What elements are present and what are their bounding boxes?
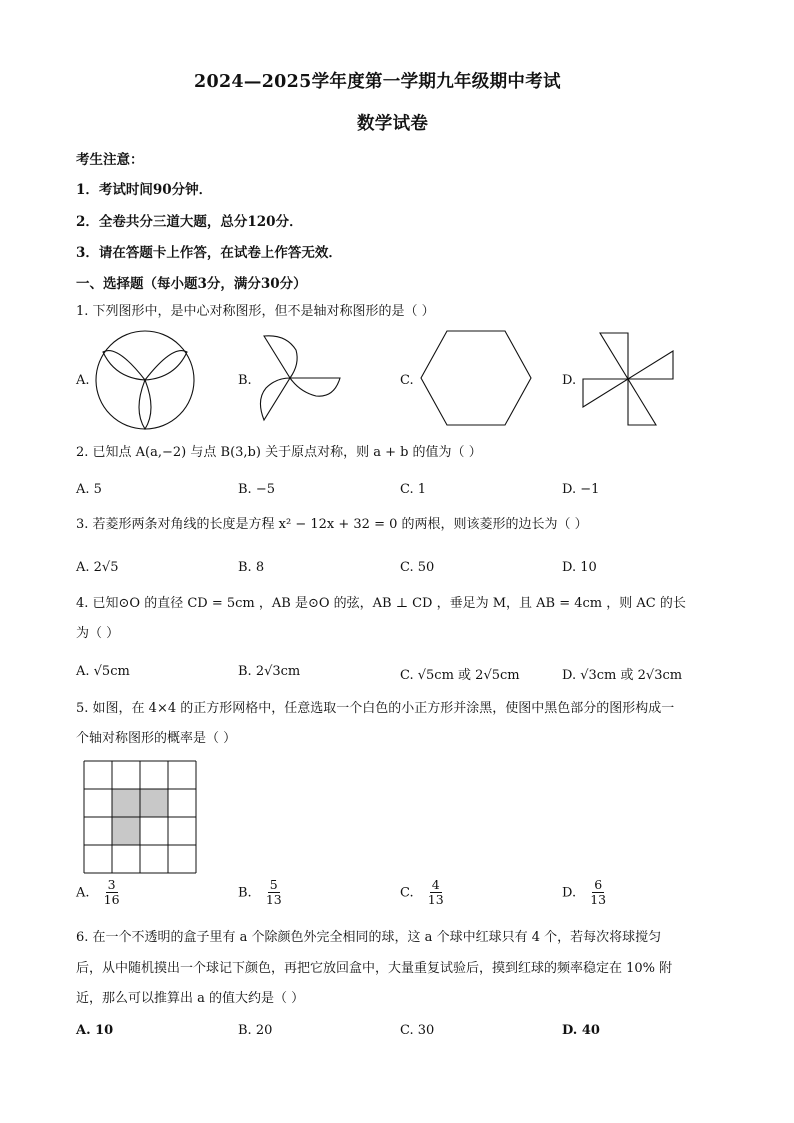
q5-option-d-numerator: 6 [594, 877, 603, 892]
q6-option-c: C. 30 [400, 1023, 435, 1038]
exam-subtitle: 数学试卷 [357, 114, 429, 134]
q5-option-c-numerator: 4 [431, 877, 440, 892]
q5-option-c-label: C. [400, 885, 414, 901]
q2-option-d: D. −1 [562, 482, 600, 497]
q4-option-c: C. √5cm 或 2√5cm [400, 668, 520, 683]
q5-stem-line1: 5. 如图，在 4×4 的正方形网格中，任意选取一个白色的小正方形并涂黑，使图中黑色部分的图形构成一 [76, 701, 675, 716]
notice-item-1: 1．考试时间90分钟． [76, 182, 213, 198]
q4-stem-line2: 为（ ） [76, 626, 120, 641]
q1-option-a-label: A. [76, 373, 90, 388]
q5-option-a-label: A. [76, 885, 90, 901]
q5-option-d-denominator: 13 [590, 892, 607, 908]
q5-option-a [76, 878, 122, 908]
q4-stem-line1: 4. 已知⊙O 的直径 CD = 5cm ，AB 是⊙O 的弦，AB ⊥ CD ，垂足为 M，且 AB = 4cm ，则 AC 的长 [76, 596, 686, 611]
q6-option-d: D. 40 [562, 1023, 600, 1038]
q3-option-c: C. 50 [400, 560, 435, 575]
exam-title: 2024—2025学年度第一学期九年级期中考试 [194, 72, 561, 92]
q5-grid-shaded-cell [140, 789, 168, 817]
q5-grid [83, 760, 197, 874]
q5-stem-line2: 个轴对称图形的概率是（ ） [76, 731, 237, 746]
q5-option-d [562, 878, 608, 908]
q2-option-b: B. −5 [238, 482, 275, 497]
q5-option-c [400, 878, 446, 908]
q3-stem: 3. 若菱形两条对角线的长度是方程 x² − 12x + 32 = 0 的两根，则该菱形的边长为（ ） [76, 517, 588, 532]
q6-option-a: A. 10 [76, 1023, 114, 1038]
q5-option-a-denominator: 16 [103, 892, 120, 908]
q3-option-d: D. 10 [562, 560, 597, 575]
q6-stem-line2: 后，从中随机摸出一个球记下颜色，再把它放回盒中，大量重复试验后，摸到红球的频率稳定在 10% 附 [76, 961, 673, 976]
q2-option-c: C. 1 [400, 482, 427, 497]
notice-heading: 考生注意： [76, 152, 144, 168]
q1-figure-d [582, 332, 674, 426]
q2-stem: 2. 已知点 A(a,−2) 与点 B(3,b) 关于原点对称，则 a + b 的值为（ ） [76, 445, 482, 460]
q5-option-c-denominator: 13 [427, 892, 444, 908]
q4-option-d: D. √3cm 或 2√3cm [562, 668, 683, 683]
q1-figure-a [95, 330, 195, 430]
q5-option-b-numerator: 5 [269, 877, 278, 892]
q6-stem-line3: 近，那么可以推算出 a 的值大约是（ ） [76, 991, 305, 1006]
q2-option-a: A. 5 [76, 482, 102, 497]
notice-item-3: 3．请在答题卡上作答，在试卷上作答无效． [76, 245, 342, 261]
q5-option-a-numerator: 3 [107, 877, 116, 892]
q5-grid-shaded-cell [112, 817, 140, 845]
q3-option-b: B. 8 [238, 560, 265, 575]
q1-figure-c [420, 330, 532, 426]
q5-option-b [238, 878, 284, 908]
q1-stem: 1. 下列图形中，是中心对称图形，但不是轴对称图形的是（ ） [76, 304, 435, 319]
q1-option-c-label: C. [400, 373, 414, 388]
q3-option-a: A. 2√5 [76, 560, 119, 575]
q5-option-d-label: D. [562, 885, 577, 901]
q6-option-b: B. 20 [238, 1023, 273, 1038]
q6-stem-line1: 6. 在一个不透明的盒子里有 a 个除颜色外完全相同的球，这 a 个球中红球只有 4 个，若每次将球搅匀 [76, 930, 662, 945]
q1-option-b-label: B. [238, 373, 252, 388]
q4-option-a: A. √5cm [76, 664, 130, 679]
q5-grid-shaded-cell [112, 789, 140, 817]
section1-heading: 一、选择题（每小题3分，满分30分） [76, 276, 307, 292]
q1-option-d-label: D. [562, 373, 577, 388]
q1-figure-b [256, 330, 351, 425]
q4-option-b: B. 2√3cm [238, 664, 301, 679]
q5-option-b-denominator: 13 [265, 892, 282, 908]
notice-item-2: 2．全卷共分三道大题，总分120分． [76, 214, 303, 230]
q5-option-b-label: B. [238, 885, 252, 901]
